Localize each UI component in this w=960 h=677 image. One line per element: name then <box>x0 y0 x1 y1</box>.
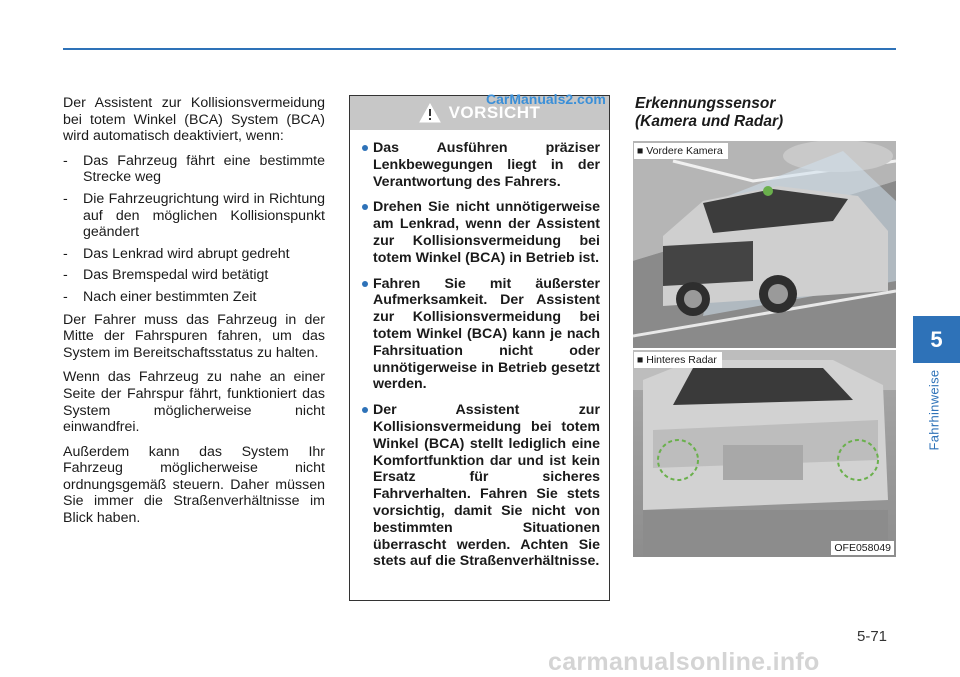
deactivation-conditions-list <box>63 153 325 306</box>
rear-radar-label: ■ Hinteres Radar <box>634 352 722 368</box>
caution-item: Fahren Sie mit äußerster Aufmerksamkeit. Der Assistent zur Kollisionsvermeidung bei totem Winkel (BCA) kann je nach Fahrsituation nicht oder unnötigerweise in Betrieb gesetzt werden. <box>362 276 600 394</box>
site-watermark[interactable]: CarManuals2.com <box>486 91 606 107</box>
intro-paragraph: Der Assistent zur Kollisionsvermeidung bei totem Winkel (BCA) System (BCA) wird automatisch deaktiviert, wenn: <box>63 95 325 145</box>
bullet-icon <box>362 204 368 210</box>
bullet-icon <box>362 407 368 413</box>
condition-item: - Die Fahrzeugrichtung wird in Richtung auf den möglichen Kollisionspunkt geändert <box>63 191 325 241</box>
body-paragraph: Der Fahrer muss das Fahrzeug in der Mitte der Fahrspuren fahren, um das System im Bereitschaftsstatus zu halten. <box>63 311 325 361</box>
condition-item: - Das Bremspedal wird betätigt <box>63 267 325 284</box>
caution-item: Der Assistent zur Kollisionsvermeidung bei totem Winkel (BCA) stellt lediglich eine Komfortfunktion dar und ist kein Ersatz für sicheres Fahrverhalten. Fahren Sie stets vorsichtig, damit Sie nicht von bestimmten Situationen überrascht werden. Achten Sie stets auf die Straßenverhältnisse. <box>362 402 600 570</box>
condition-item: - Das Fahrzeug fährt eine bestimmte Strecke weg <box>63 153 325 186</box>
bullet-icon <box>362 145 368 151</box>
caution-title: VORSICHT <box>448 103 541 122</box>
sensor-title-line1: Erkennungssensor <box>635 95 776 112</box>
caution-box <box>349 95 610 601</box>
left-column <box>63 95 325 535</box>
caution-body <box>350 130 609 570</box>
sensor-title-line2: (Kamera und Radar) <box>635 112 784 130</box>
sensor-section-title <box>635 95 865 130</box>
figure-code: OFE058049 <box>831 541 894 555</box>
footer-watermark[interactable]: carmanualsonline.info <box>548 648 820 676</box>
chapter-tab[interactable]: 5 <box>913 316 960 363</box>
condition-item: - Das Lenkrad wird abrupt gedreht <box>63 246 325 263</box>
front-camera-label: ■ Vordere Kamera <box>634 143 728 159</box>
page-number: 5-71 <box>857 628 888 645</box>
condition-item: - Nach einer bestimmten Zeit <box>63 289 325 306</box>
bullet-icon <box>362 281 368 287</box>
rear-car-illustration <box>633 350 896 557</box>
rear-radar-photo <box>633 350 896 557</box>
header-rule <box>63 48 896 50</box>
front-car-illustration <box>633 141 896 348</box>
chapter-title-vertical: Fahrhinweise <box>926 369 942 451</box>
caution-item: Das Ausführen präziser Lenkbewegungen liegt in der Verantwortung des Fahrers. <box>362 140 600 190</box>
front-camera-photo <box>633 141 896 348</box>
warning-triangle-icon <box>419 103 441 123</box>
body-paragraph: Wenn das Fahrzeug zu nahe an einer Seite der Fahrspur fährt, funktioniert das System möglicherweise nicht einwandfrei. <box>63 369 325 436</box>
body-paragraph: Außerdem kann das System Ihr Fahrzeug möglicherweise nicht ordnungsgemäß steuern. Daher müssen Sie immer die Straßenverhältnisse im Blick haben. <box>63 443 325 527</box>
caution-item: Drehen Sie nicht unnötigerweise am Lenkrad, wenn der Assistent zur Kollisionsvermeidung bei totem Winkel (BCA) in Betrieb ist. <box>362 199 600 266</box>
